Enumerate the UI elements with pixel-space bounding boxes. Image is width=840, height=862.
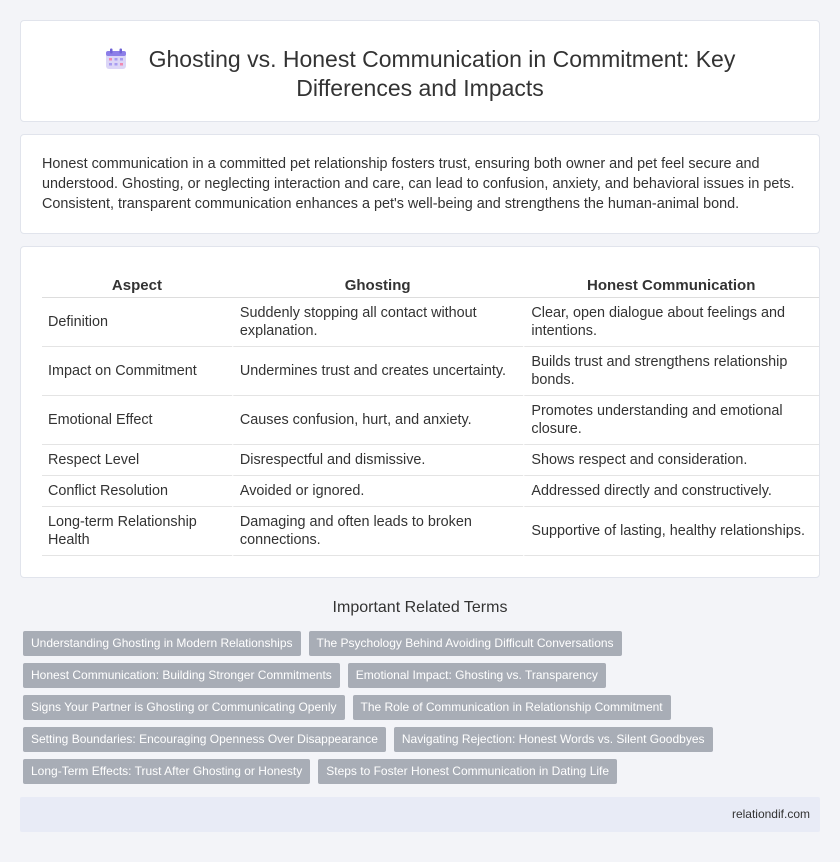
table-cell: Damaging and often leads to broken connections. <box>232 507 524 556</box>
comparison-table-card <box>20 246 820 578</box>
table-header-row <box>42 274 819 298</box>
table-cell: Supportive of lasting, healthy relationships. <box>523 507 819 556</box>
table-cell: Disrespectful and dismissive. <box>232 445 524 476</box>
table-row <box>42 507 819 556</box>
related-term-tag[interactable]: Long-Term Effects: Trust After Ghosting or Honesty <box>23 759 310 784</box>
intro-card <box>20 134 820 234</box>
header-honest-communication: Honest Communication <box>523 274 819 298</box>
table-row <box>42 476 819 507</box>
tag-row <box>23 663 813 695</box>
tag-row <box>23 727 813 759</box>
table-cell: Avoided or ignored. <box>232 476 524 507</box>
header-card <box>20 20 820 122</box>
table-cell: Conflict Resolution <box>42 476 232 507</box>
tag-row <box>23 631 813 663</box>
table-cell: Builds trust and strengthens relationship bonds. <box>523 347 819 396</box>
related-term-tag[interactable]: Setting Boundaries: Encouraging Openness Over Disappearance <box>23 727 386 752</box>
related-term-tag[interactable]: Honest Communication: Building Stronger Commitments <box>23 663 340 688</box>
table-cell: Undermines trust and creates uncertainty. <box>232 347 524 396</box>
tag-row <box>23 759 813 791</box>
table-cell: Clear, open dialogue about feelings and intentions. <box>523 298 819 347</box>
page-title: Ghosting vs. Honest Communication in Commitment: Key Differences and Impacts <box>148 46 736 101</box>
related-term-tag[interactable]: The Role of Communication in Relationship Commitment <box>353 695 671 720</box>
tag-row <box>23 695 813 727</box>
related-term-tag[interactable]: Signs Your Partner is Ghosting or Communicating Openly <box>23 695 345 720</box>
footer <box>20 797 820 832</box>
related-terms-tags <box>23 631 813 791</box>
table-cell: Causes confusion, hurt, and anxiety. <box>232 396 524 445</box>
footer-site-link[interactable]: relationdif.com <box>731 807 810 821</box>
related-terms-title: Important Related Terms <box>332 599 508 616</box>
table-row <box>42 396 819 445</box>
calendar-icon <box>105 48 127 70</box>
table-cell: Definition <box>42 298 232 347</box>
related-term-tag[interactable]: Steps to Foster Honest Communication in Dating Life <box>318 759 617 784</box>
table-cell: Shows respect and consideration. <box>523 445 819 476</box>
related-term-tag[interactable]: Understanding Ghosting in Modern Relationships <box>23 631 301 656</box>
table-row <box>42 445 819 476</box>
table-cell: Emotional Effect <box>42 396 232 445</box>
table-row <box>42 298 819 347</box>
header-aspect: Aspect <box>42 274 232 298</box>
related-term-tag[interactable]: The Psychology Behind Avoiding Difficult Conversations <box>309 631 622 656</box>
intro-paragraph: Honest communication in a committed pet relationship fosters trust, ensuring both owner and pet feel secure and understood. Ghosting, or neglecting interaction and care, can lead to confusion, anxiety, and behavioral issues in pets. Consistent, transparent communication enhances a pet's well-being and strengthens the human-animal bond. <box>42 156 795 212</box>
table-cell: Long-term Relationship Health <box>42 507 232 556</box>
table-row <box>42 347 819 396</box>
related-term-tag[interactable]: Emotional Impact: Ghosting vs. Transparency <box>348 663 606 688</box>
header-ghosting: Ghosting <box>232 274 524 298</box>
table-cell: Suddenly stopping all contact without explanation. <box>232 298 524 347</box>
table-cell: Promotes understanding and emotional closure. <box>523 396 819 445</box>
table-cell: Addressed directly and constructively. <box>523 476 819 507</box>
table-cell: Respect Level <box>42 445 232 476</box>
table-cell: Impact on Commitment <box>42 347 232 396</box>
page-title-row <box>21 45 819 103</box>
comparison-table <box>42 274 819 556</box>
related-term-tag[interactable]: Navigating Rejection: Honest Words vs. Silent Goodbyes <box>394 727 713 752</box>
